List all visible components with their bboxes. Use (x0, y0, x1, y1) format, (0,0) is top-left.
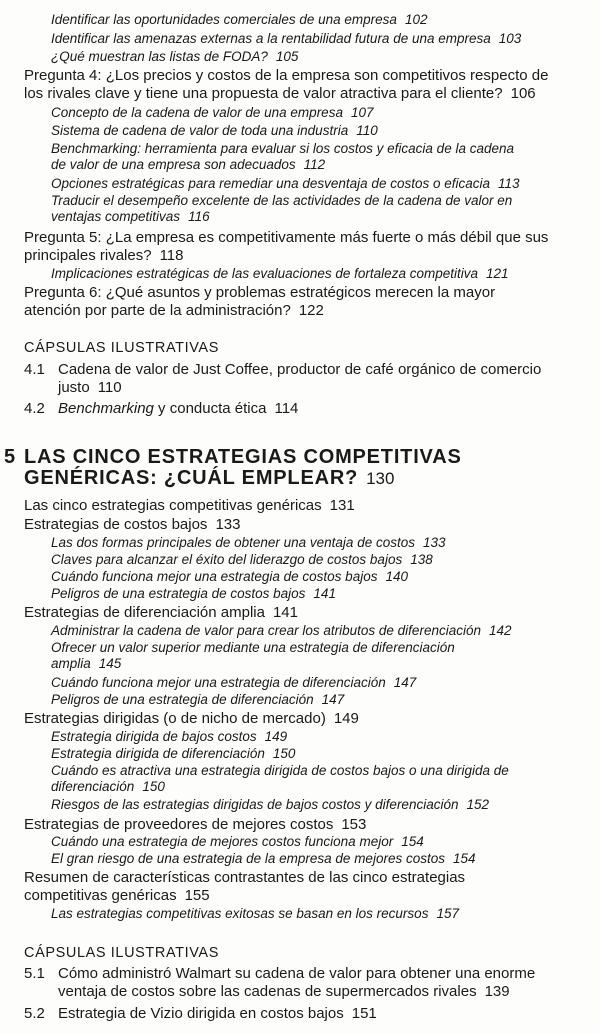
toc-entry[interactable]: Claves para alcanzar el éxito del liderazgo de costos bajos 138 (51, 552, 433, 567)
toc-section[interactable]: Estrategias de proveedores de mejores costos 153 (24, 816, 367, 833)
toc-entry[interactable]: Sistema de cadena de valor de toda una industria 110 (51, 123, 378, 138)
section-heading: CÁPSULAS ILUSTRATIVAS (24, 340, 219, 356)
toc-entry[interactable]: Peligros de una estrategia de diferenciación 147 (51, 692, 345, 707)
toc-question[interactable]: Pregunta 4: ¿Los precios y costos de la empresa son competitivos respecto de los rivales clave y tiene una propuesta de valor atractiva para el cliente? 106 (24, 67, 549, 102)
toc-entry[interactable]: Ofrecer un valor superior mediante una estrategia de diferenciación amplia 145 (51, 640, 455, 671)
capsule-entry[interactable]: 5.1 Cómo administró Walmart su cadena de valor para obtener una enorme ventaja de costos sobre las cadenas de supermercados rivales 139 (24, 965, 536, 1000)
toc-section[interactable]: Resumen de características contrastantes de las cinco estrategias competitivas genéricas 155 (24, 869, 466, 904)
toc-section[interactable]: Las cinco estrategias competitivas genéricas 131 (24, 497, 355, 514)
toc-entry[interactable]: Cuándo funciona mejor una estrategia de diferenciación 147 (51, 675, 417, 690)
toc-question[interactable]: Pregunta 5: ¿La empresa es competitivamente más fuerte o más débil que sus principales rivales? 118 (24, 229, 549, 264)
capsule-entry[interactable]: 5.2 Estrategia de Vizio dirigida en costos bajos 151 (24, 1005, 377, 1022)
toc-entry[interactable]: El gran riesgo de una estrategia de la empresa de mejores costos 154 (51, 851, 476, 866)
toc-section[interactable]: Estrategias dirigidas (o de nicho de mercado) 149 (24, 710, 359, 727)
toc-entry[interactable]: Identificar las oportunidades comerciales de una empresa 102 (51, 12, 428, 27)
toc-entry[interactable]: Peligros de una estrategia de costos bajos 141 (51, 586, 336, 601)
toc-entry[interactable]: Estrategia dirigida de diferenciación 150 (51, 746, 296, 761)
toc-entry[interactable]: Identificar las amenazas externas a la rentabilidad futura de una empresa 103 (51, 31, 522, 46)
toc-entry[interactable]: Riesgos de las estrategias dirigidas de bajos costos y diferenciación 152 (51, 797, 490, 812)
toc-entry[interactable]: Estrategia dirigida de bajos costos 149 (51, 729, 288, 744)
capsule-entry[interactable]: 4.2 Benchmarking y conducta ética 114 (24, 400, 299, 417)
toc-entry[interactable]: Opciones estratégicas para remediar una desventaja de costos o eficacia 113 (51, 176, 520, 191)
toc-entry[interactable]: ¿Qué muestran las listas de FODA? 105 (51, 49, 299, 64)
toc-entry[interactable]: Las estrategias competitivas exitosas se basan en los recursos 157 (51, 906, 459, 921)
chapter-title[interactable]: LAS CINCO ESTRATEGIAS COMPETITIVAS GENÉRICAS: ¿CUÁL EMPLEAR? 130 (24, 446, 462, 489)
toc-entry[interactable]: Cuándo es atractiva una estrategia dirigida de costos bajos o una dirigida de diferenciación 150 (51, 763, 509, 794)
toc-entry[interactable]: Cuándo funciona mejor una estrategia de costos bajos 140 (51, 569, 408, 584)
chapter-number: 5 (4, 446, 16, 468)
toc-question[interactable]: Pregunta 6: ¿Qué asuntos y problemas estratégicos merecen la mayor atención por parte de la administración? 122 (24, 284, 496, 319)
toc-entry[interactable]: Administrar la cadena de valor para crear los atributos de diferenciación 142 (51, 623, 512, 638)
toc-entry[interactable]: Benchmarking: herramienta para evaluar si los costos y eficacia de la cadena de valor de una empresa son adecuados 112 (51, 141, 514, 172)
toc-entry[interactable]: Traducir el desempeño excelente de las actividades de la cadena de valor en ventajas competitivas 116 (51, 193, 513, 224)
capsule-entry[interactable]: 4.1 Cadena de valor de Just Coffee, productor de café orgánico de comercio justo 110 (24, 361, 542, 396)
toc-section[interactable]: Estrategias de diferenciación amplia 141 (24, 604, 298, 621)
toc-entry[interactable]: Concepto de la cadena de valor de una empresa 107 (51, 105, 374, 120)
toc-entry[interactable]: Las dos formas principales de obtener una ventaja de costos 133 (51, 535, 446, 550)
toc-entry[interactable]: Cuándo una estrategia de mejores costos funciona mejor 154 (51, 834, 424, 849)
toc-section[interactable]: Estrategias de costos bajos 133 (24, 516, 241, 533)
section-heading: CÁPSULAS ILUSTRATIVAS (24, 945, 219, 961)
toc-entry[interactable]: Implicaciones estratégicas de las evaluaciones de fortaleza competitiva 121 (51, 266, 509, 281)
